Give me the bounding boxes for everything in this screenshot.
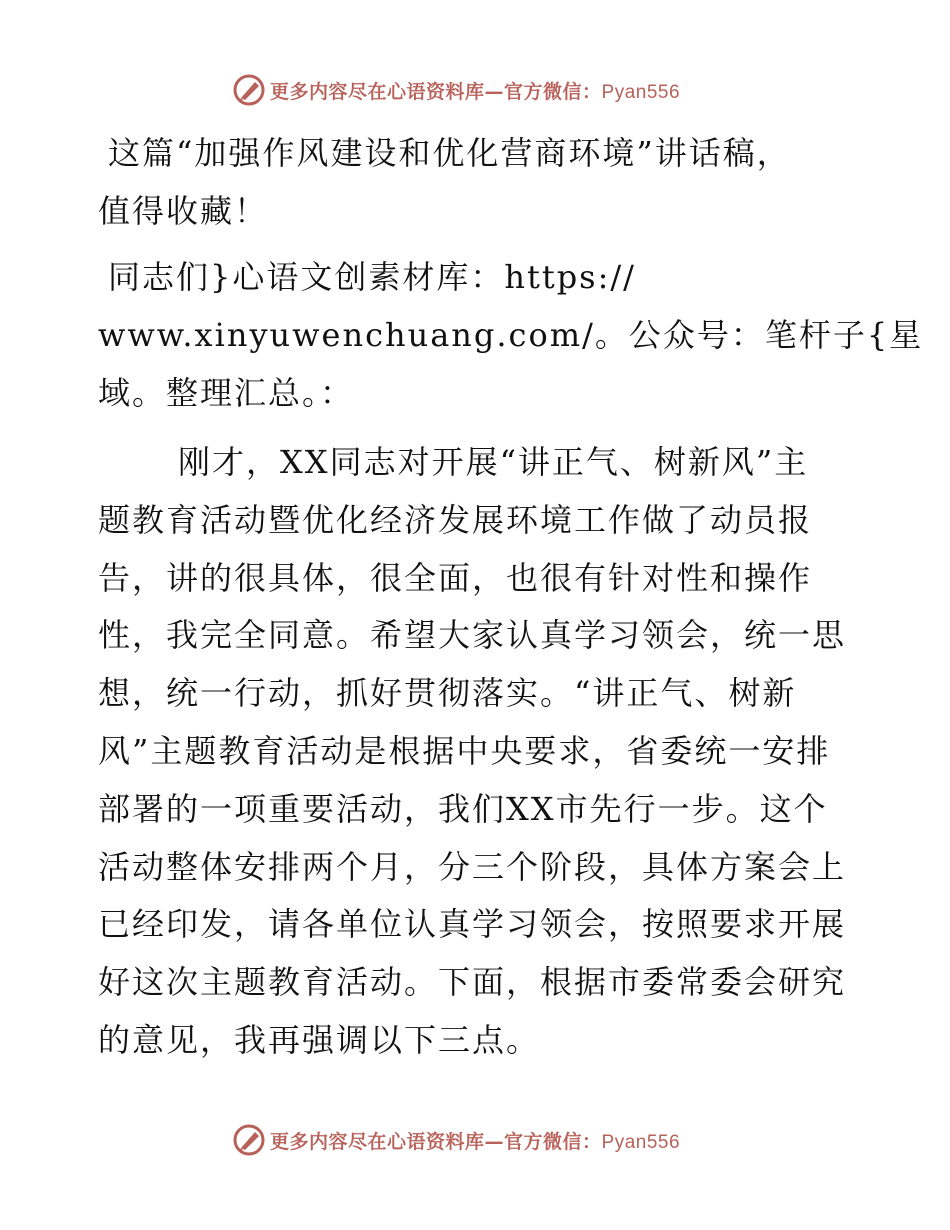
title-line: 值得收藏！: [98, 192, 269, 230]
article-title: [98, 124, 858, 240]
watermark-text: 更多内容尽在心语资料库—官方微信：Pyan556: [270, 1130, 681, 1153]
body-line: 题教育活动暨优化经济发展环境工作做了动员报: [98, 500, 813, 539]
body-line: 刚才，XX同志对开展“讲正气、树新风”主: [178, 443, 809, 481]
body-line: 的意见，我再强调以下三点。: [98, 1020, 541, 1059]
title-line: 这篇“加强作风建设和优化营商环境”讲话稿，: [108, 134, 791, 172]
intro-line: 域。整理汇总。：: [98, 374, 355, 412]
intro-line: www.xinyuwenchuang.com/。公众号：笔杆子{星: [98, 316, 924, 354]
intro-line: 同志们}心语文创素材库：https://: [108, 258, 636, 296]
watermark-account: Pyan556: [601, 81, 681, 103]
body-line: 已经印发，请各单位认真学习领会，按照要求开展: [98, 905, 847, 944]
watermark-text: 更多内容尽在心语资料库—官方微信：Pyan556: [270, 80, 681, 103]
pen-logo-icon: [232, 73, 266, 107]
header-watermark: [232, 72, 680, 108]
body-line: 性，我完全同意。希望大家认真学习领会，统一思: [98, 616, 847, 655]
intro-paragraph: [98, 248, 924, 422]
body-line: 好这次主题教育活动。下面，根据市委常委会研究: [98, 963, 847, 1002]
footer-watermark: [232, 1122, 680, 1158]
body-line: 活动整体安排两个月，分三个阶段，具体方案会上: [98, 847, 847, 886]
watermark-account: Pyan556: [601, 1131, 681, 1153]
body-line: 风”主题教育活动是根据中央要求，省委统一安排: [98, 731, 831, 770]
body-paragraph: [98, 434, 858, 1070]
body-line: 告，讲的很具体，很全面，也很有针对性和操作: [98, 558, 813, 597]
body-line: 部署的一项重要活动，我们XX市先行一步。这个: [98, 789, 828, 828]
body-line: 想，统一行动，抓好贯彻落实。“讲正气、树新: [98, 674, 797, 713]
document-body: [98, 124, 924, 1070]
pen-logo-icon: [232, 1123, 266, 1157]
